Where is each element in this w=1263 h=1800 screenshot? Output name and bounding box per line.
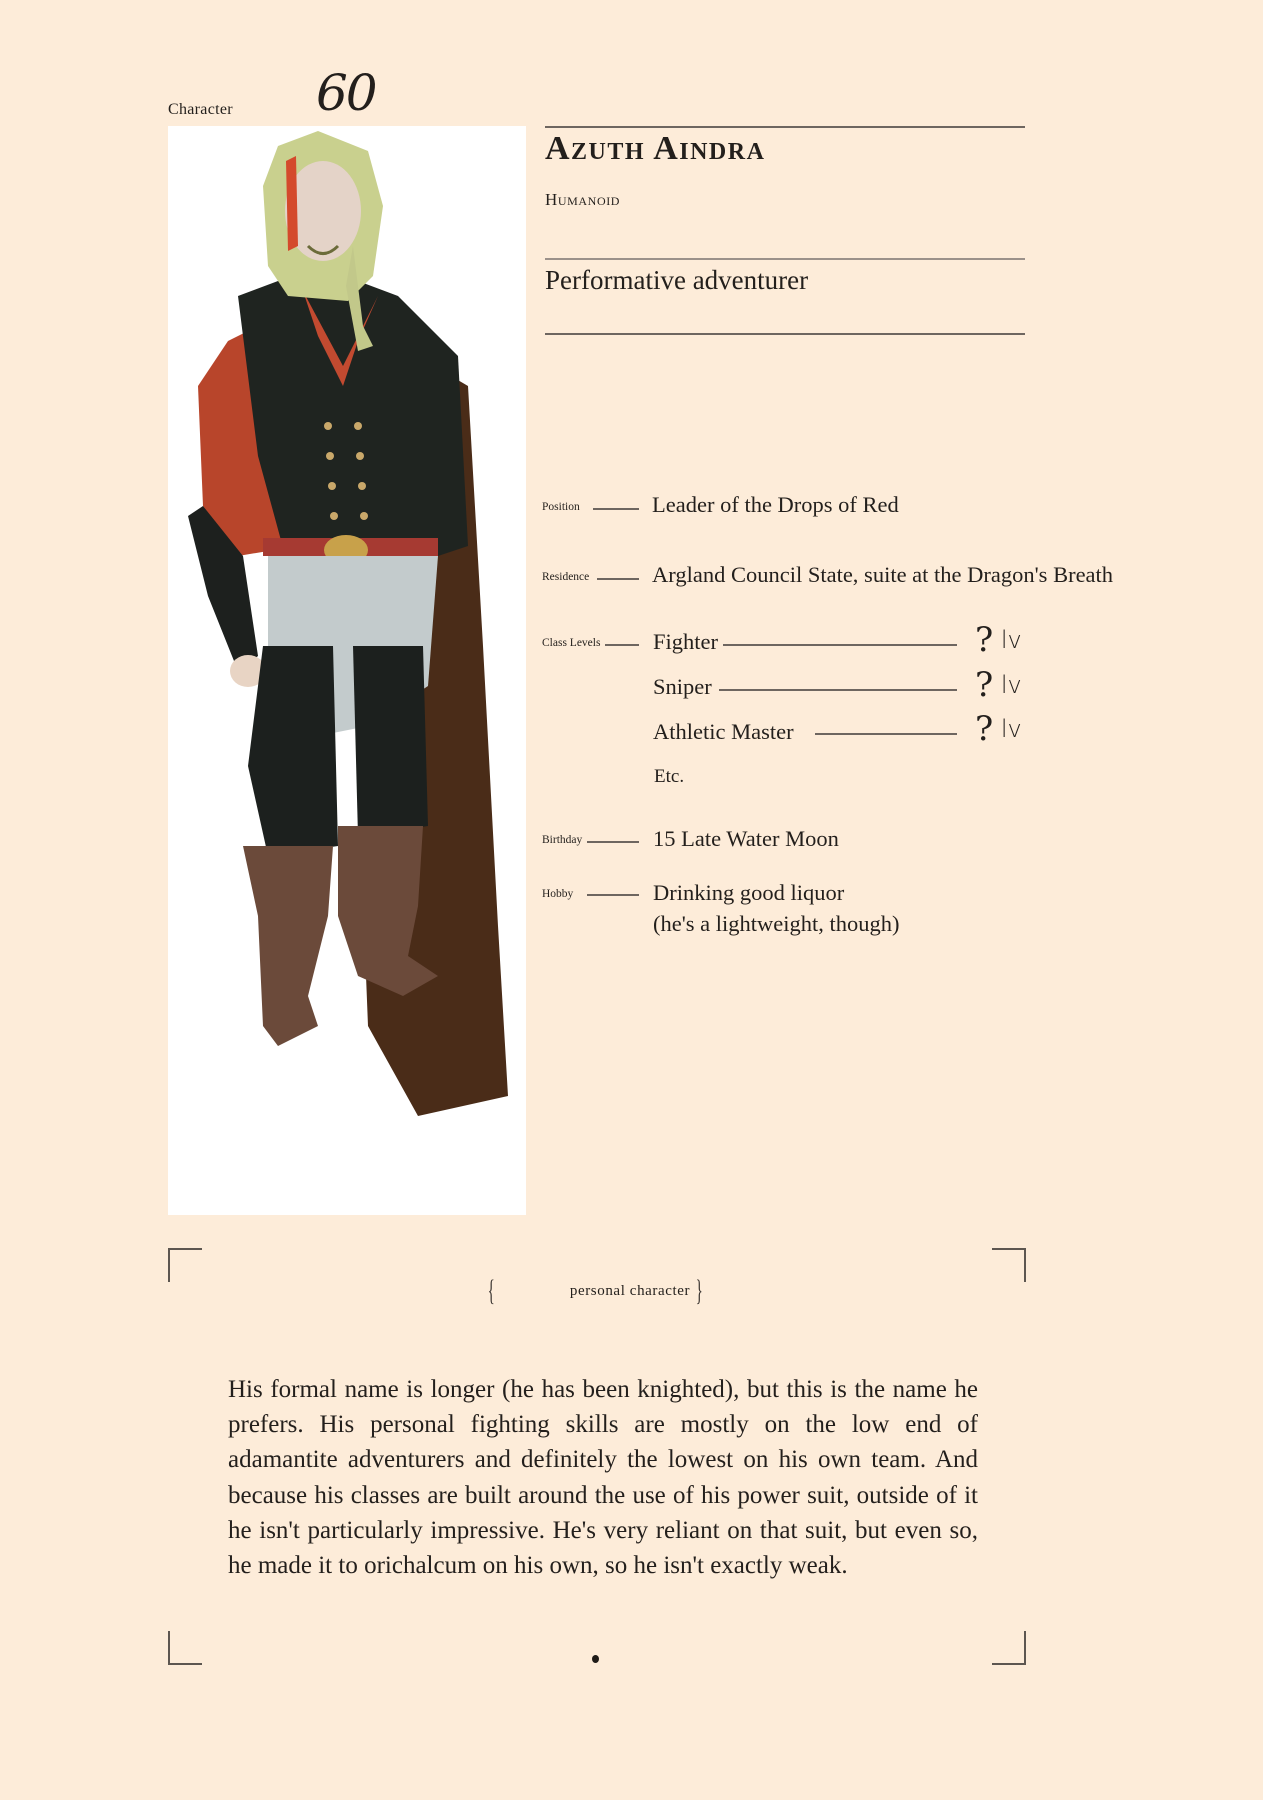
class-levels-label: Class Levels (542, 637, 601, 649)
hobby-label: Hobby (542, 888, 574, 900)
class-level-sniper: ? lv (975, 665, 1022, 705)
right-brace-ornament: } (695, 1274, 703, 1307)
class-leader-line (719, 689, 957, 691)
birthday-label: Birthday (542, 834, 583, 846)
frame-corner-bottom-left (168, 1631, 202, 1665)
title-middle-rule (545, 258, 1025, 260)
character-epithet: Performative adventurer (545, 265, 809, 295)
frame-corner-bottom-right (992, 1631, 1026, 1665)
personal-character-title: personal character (569, 1283, 691, 1299)
hobby-value-line1: Drinking good liquor (653, 880, 845, 905)
class-levels-etc: Etc. (654, 766, 685, 787)
title-top-rule (545, 126, 1025, 128)
left-brace-ornament: { (487, 1274, 495, 1307)
page-end-dot (592, 1655, 599, 1663)
position-label: Position (542, 501, 580, 513)
class-leader-line (815, 733, 957, 735)
residence-value: Argland Council State, suite at the Dragon's Breath (652, 562, 1114, 587)
class-name-athletic-master: Athletic Master (653, 719, 794, 744)
class-leader-line (723, 644, 957, 646)
class-level-fighter: ? lv (975, 620, 1022, 660)
frame-corner-top-right (992, 1248, 1026, 1282)
section-label: Character (168, 101, 233, 118)
residence-label: Residence (542, 571, 590, 583)
birthday-leader-line (587, 841, 639, 843)
class-name-fighter: Fighter (653, 629, 718, 654)
birthday-value: 15 Late Water Moon (653, 826, 839, 851)
hobby-value-line2: (he's a lightweight, though) (653, 911, 900, 936)
position-value: Leader of the Drops of Red (652, 492, 899, 517)
position-leader-line (593, 508, 639, 510)
character-portrait (168, 126, 526, 1215)
hobby-leader-line (587, 894, 639, 896)
character-race: Humanoid (545, 190, 621, 209)
character-illustration (168, 126, 526, 1215)
character-name: Azuth Aindra (545, 130, 766, 167)
class-level-athletic-master: ? lv (975, 709, 1022, 749)
title-bottom-rule (545, 333, 1025, 335)
frame-corner-top-left (168, 1248, 202, 1282)
class-name-sniper: Sniper (653, 674, 712, 699)
class-levels-leader-line (605, 644, 639, 646)
page-number: 60 (316, 64, 376, 122)
residence-leader-line (597, 578, 639, 580)
personal-character-text: His formal name is longer (he has been knighted), but this is the name he prefers. His personal fighting skills are mostly on the low end of adamantite adventurers and definitely the lowest on his own team. And because his classes are built around the use of his power suit, outside of it he isn't particularly impressive. He's very reliant on that suit, but even so, he made it to orichalcum on his own, so he isn't exactly weak. (228, 1376, 978, 1580)
